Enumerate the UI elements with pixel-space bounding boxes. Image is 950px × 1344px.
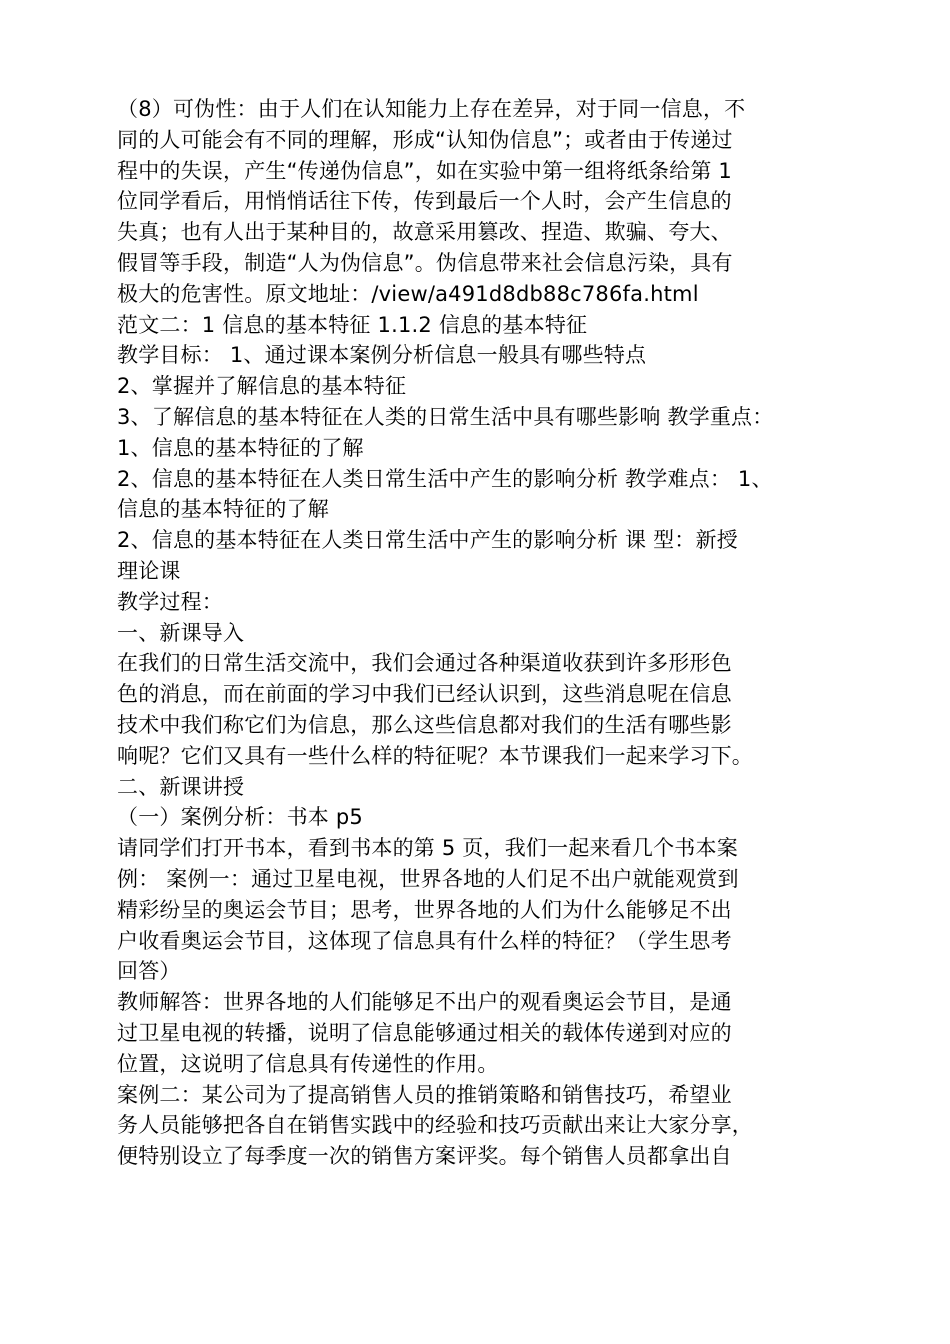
text-line: 技术中我们称它们为信息，那么这些信息都对我们的生活有哪些影: [117, 712, 732, 737]
text-line: 二、新课讲授: [117, 774, 245, 799]
text-line: 便特别设立了每季度一次的销售方案评奖。每个销售人员都拿出自: [117, 1144, 732, 1169]
text-line: 回答）: [117, 959, 181, 984]
text-line: （8）可伪性：由于人们在认知能力上存在差异，对于同一信息，不: [117, 97, 746, 121]
text-line: 2、掌握并了解信息的基本特征: [117, 374, 407, 399]
text-line: 2、信息的基本特征在人类日常生活中产生的影响分析 教学难点： 1、: [117, 466, 773, 491]
text-line: 失真；也有人出于某种目的，故意采用篡改、捏造、欺骗、夸大、: [117, 220, 732, 245]
section-heading: 范文二：1 信息的基本特征 1.1.2 信息的基本特征: [117, 312, 588, 337]
text-line: 位同学看后，用悄悄话往下传，传到最后一个人时，会产生信息的: [117, 189, 732, 214]
text-line: 位置，这说明了信息具有传递性的作用。: [117, 1051, 499, 1076]
text-line: 请同学们打开书本，看到书本的第 5 页，我们一起来看几个书本案: [117, 836, 738, 861]
text-line: （一）案例分析：书本 p5: [117, 805, 363, 830]
text-line: 过卫星电视的转播，说明了信息能够通过相关的载体传递到对应的: [117, 1020, 732, 1045]
text-line: 假冒等手段，制造“人为伪信息”。伪信息带来社会信息污染，具有: [117, 250, 733, 275]
text-line: 务人员能够把各自在销售实践中的经验和技巧贡献出来让大家分享，: [117, 1113, 753, 1138]
document-body: [117, 94, 857, 1172]
text-line: 案例二：某公司为了提高销售人员的推销策略和销售技巧，希望业: [117, 1082, 732, 1107]
source-url-line: 极大的危害性。原文地址：/view/a491d8db88c786fa.html: [117, 281, 699, 306]
text-line: 教学目标： 1、通过课本案例分析信息一般具有哪些特点: [117, 343, 647, 368]
text-line: 理论课: [117, 558, 181, 583]
text-line: 户收看奥运会节目，这体现了信息具有什么样的特征？（学生思考: [117, 928, 732, 953]
text-line: 2、信息的基本特征在人类日常生活中产生的影响分析 课 型：新授: [117, 528, 738, 553]
text-line: 例： 案例一：通过卫星电视，世界各地的人们足不出户就能观赏到: [117, 866, 739, 891]
text-line: 响呢？它们又具有一些什么样的特征呢？本节课我们一起来学习下。: [117, 743, 753, 768]
text-line: 1、信息的基本特征的了解: [117, 435, 364, 460]
text-line: 信息的基本特征的了解: [117, 497, 329, 522]
text-line: 一、新课导入: [117, 620, 245, 645]
text-line: 同的人可能会有不同的理解，形成“认知伪信息”；或者由于传递过: [117, 127, 733, 152]
text-line: 教学过程：: [117, 589, 223, 614]
text-line: 3、了解信息的基本特征在人类的日常生活中具有哪些影响 教学重点：: [117, 404, 774, 429]
text-line: 色的消息，而在前面的学习中我们已经认识到，这些消息呢在信息: [117, 682, 732, 707]
text-line: 精彩纷呈的奥运会节目；思考，世界各地的人们为什么能够足不出: [117, 897, 732, 922]
text-line: 在我们的日常生活交流中，我们会通过各种渠道收获到许多形形色: [117, 651, 732, 676]
text-line: 教师解答：世界各地的人们能够足不出户的观看奥运会节目，是通: [117, 990, 732, 1015]
text-line: 程中的失误，产生“传递伪信息”，如在实验中第一组将纸条给第 1: [117, 158, 732, 183]
